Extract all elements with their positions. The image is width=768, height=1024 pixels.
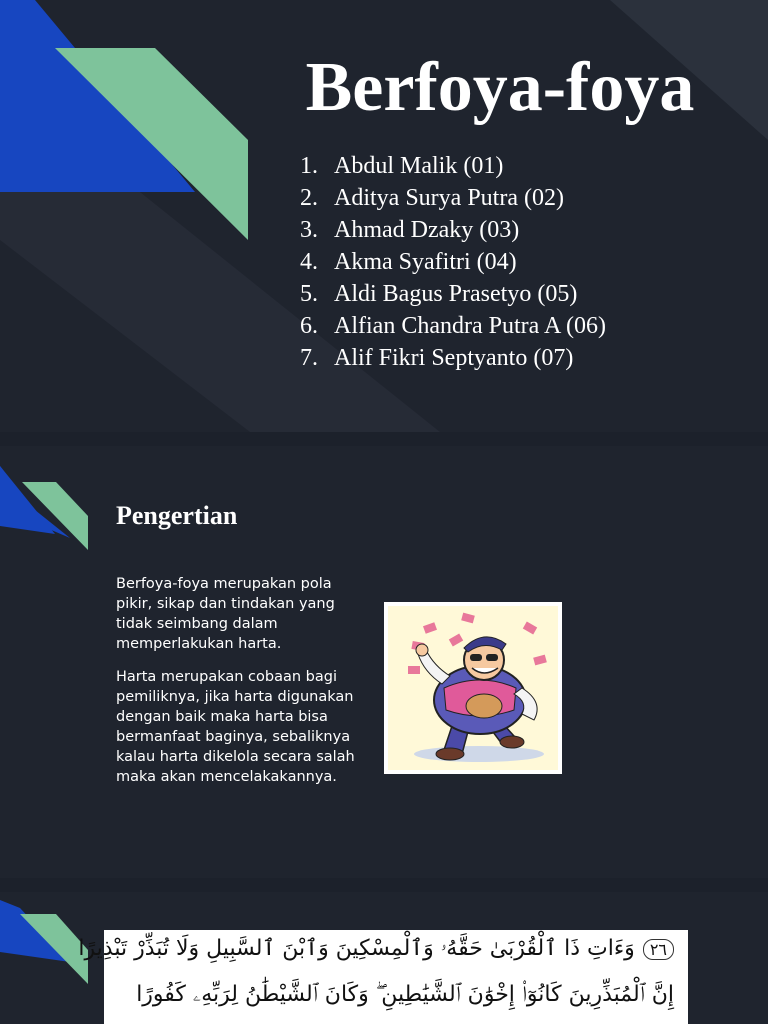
verse-number: ٢٦ [643, 939, 674, 960]
paragraph: Harta merupakan cobaan bagi pemiliknya, jika harta digunakan dengan baik maka harta bisa bermanfaat baginya, sebaliknya kalau harta dikelola secara salah maka akan mencelakakannya. [116, 669, 355, 785]
paragraph: Berfoya-foya merupakan pola pikir, sikap dan tindakan yang tidak seimbang dalam memperlakukan harta. [116, 576, 335, 652]
definition-slide [0, 446, 768, 878]
title-slide [0, 0, 768, 432]
list-item: 1. Abdul Malik (01) [300, 153, 504, 179]
quran-verse-image [78, 930, 688, 1024]
list-item: 3. Ahmad Dzaky (03) [300, 217, 520, 243]
list-item: 2. Aditya Surya Putra (02) [300, 185, 564, 211]
list-item: 5. Aldi Bagus Prasetyo (05) [300, 281, 578, 307]
slide-title: Berfoya-foya [305, 49, 695, 126]
verse-line: إِنَّ ٱلْمُبَذِّرِينَ كَانُوٓا۟ إِخْوَٰنَ ٱلشَّيَٰطِينِ ۖ وَكَانَ ٱلشَّيْطَٰنُ لِرَبِّهِۦ كَفُورًا [136, 982, 674, 1007]
body-text [116, 574, 366, 800]
member-list [300, 150, 606, 374]
list-item: 7. Alif Fikri Septyanto (07) [300, 345, 574, 371]
spending-cartoon-image [384, 602, 562, 774]
verse-slide [0, 892, 768, 1024]
list-item: 4. Akma Syafitri (04) [300, 249, 517, 275]
list-item: 6. Alfian Chandra Putra A (06) [300, 313, 606, 339]
section-heading: Pengertian [116, 501, 238, 530]
verse-line: ٢٦وَءَاتِ ذَا ٱلْقُرْبَىٰ حَقَّهُۥ وَٱلْمِسْكِينَ وَٱبْنَ ٱلسَّبِيلِ وَلَا تُبَذِّرْ تَبْذِيرًا [118, 936, 674, 961]
